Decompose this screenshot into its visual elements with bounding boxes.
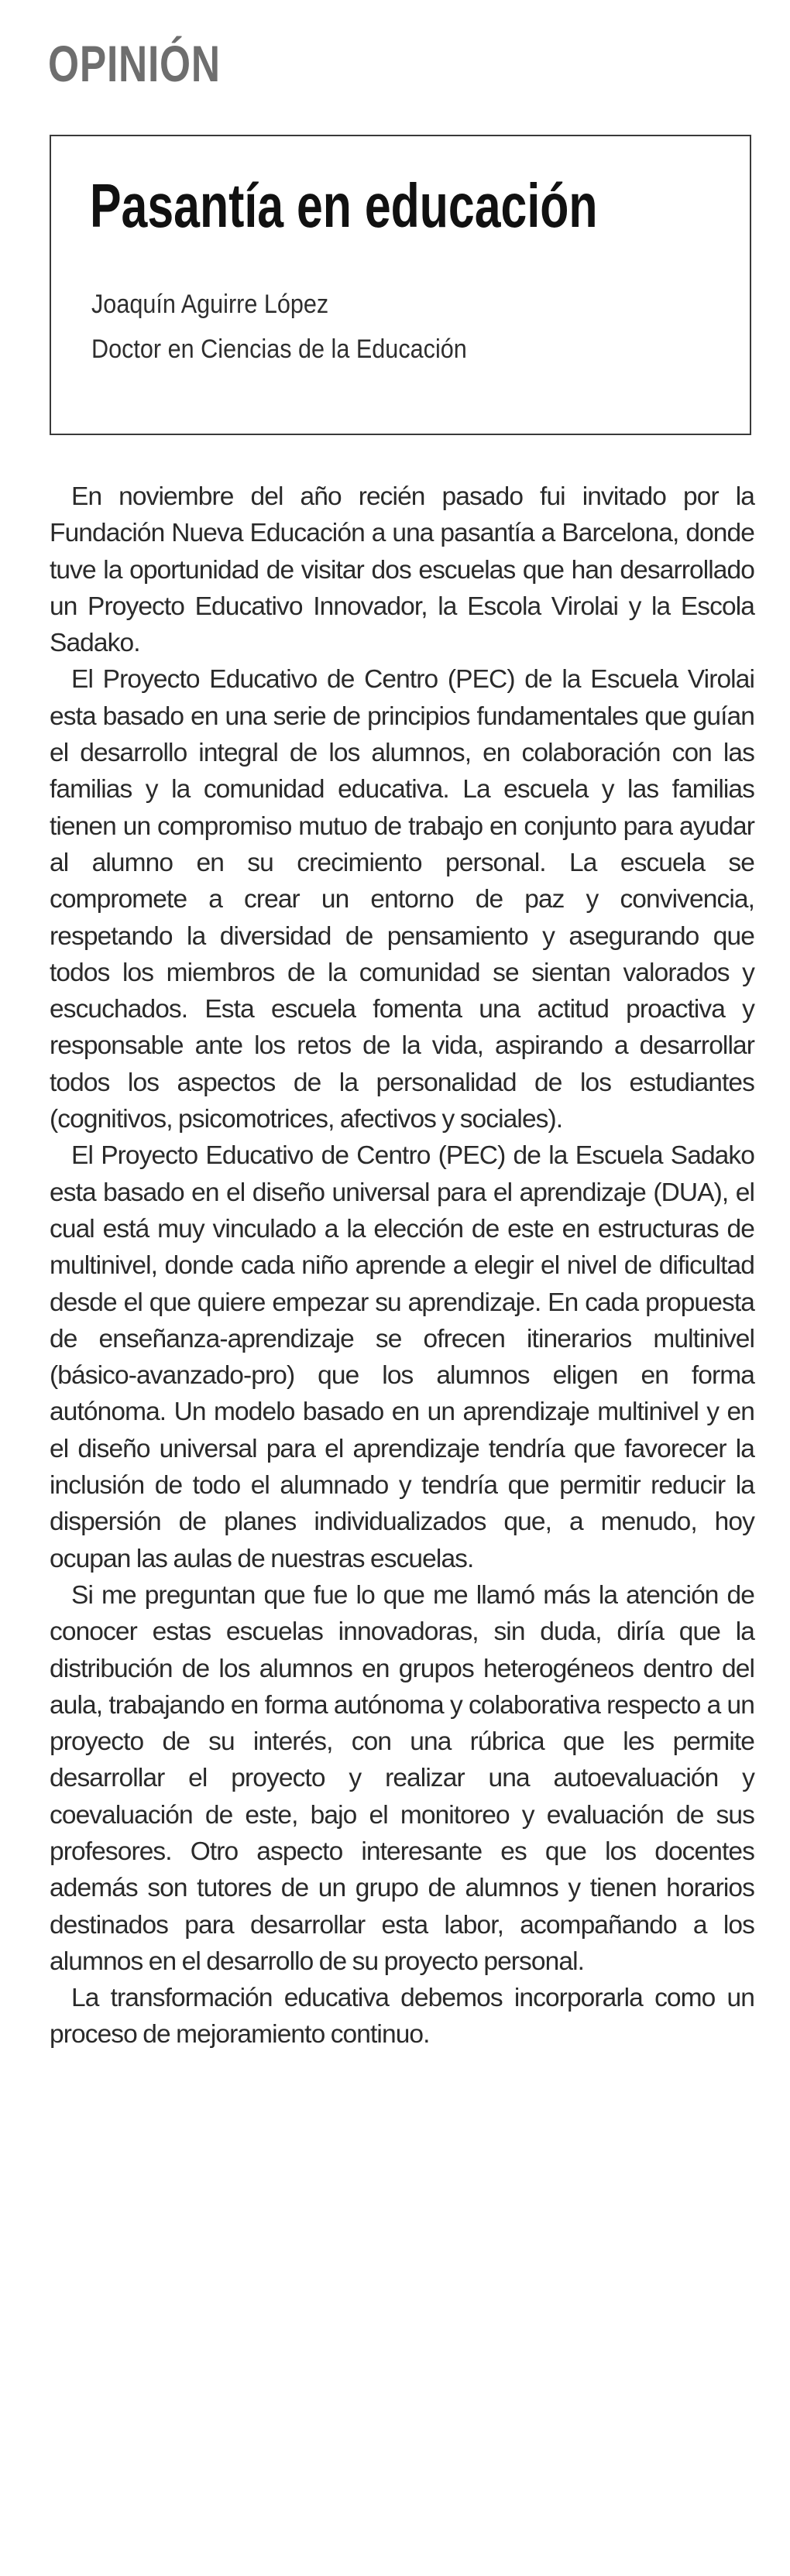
article-title: Pasantía en educación: [90, 171, 598, 240]
article-paragraph: La transformación educativa debemos incorporarla como un proceso de mejoramiento continuo.: [50, 1984, 754, 2049]
author-name: Joaquín Aguirre López: [91, 290, 329, 319]
section-label: OPINIÓN: [48, 35, 221, 92]
article-paragraph: Si me preguntan que fue lo que me llamó más la atención de conocer estas escuelas innovadoras, sin duda, diría que la distribución de los alumnos en grupos heterogéneos dentro del aula, trabajando en forma autónoma y colaborativa respecto a un proyecto de su interés, con una rúbrica que les permite desarrollar el proyecto y realizar una autoevaluación y coevaluación de este, bajo el monitoreo y evaluación de sus profesores. Otro aspecto interesante es que los docentes además son tutores de un grupo de alumnos y tienen horarios destinados para desarrollar esta labor, acompañando a los alumnos en el desarrollo de su proyecto personal.: [50, 1580, 754, 1976]
article-paragraph: El Proyecto Educativo de Centro (PEC) de la Escuela Virolai esta basado en una serie de principios fundamentales que guían el desarrollo integral de los alumnos, en colaboración con las familias y la comunidad educativa. La escuela y las familias tienen un compromiso mutuo de trabajo en conjunto para ayudar al alumno en su crecimiento personal. La escuela se compromete a crear un entorno de paz y convivencia, respetando la diversidad de pensamiento y asegurando que todos los miembros de la comunidad se sientan valorados y escuchados. Esta escuela fomenta una actitud proactiva y responsable ante los retos de la vida, aspirando a desarrollar todos los aspectos de la personalidad de los estudiantes (cognitivos, psicomotrices, afectivos y sociales).: [50, 665, 754, 1134]
article-body: [50, 478, 754, 2053]
article-paragraph: En noviembre del año recién pasado fui invitado por la Fundación Nueva Educación a una pasantía a Barcelona, donde tuve la oportunidad de visitar dos escuelas que han desarrollado un Proyecto Educativo Innovador, la Escola Virolai y la Escola Sadako.: [50, 482, 754, 658]
article-paragraph: El Proyecto Educativo de Centro (PEC) de la Escuela Sadako esta basado en el diseño universal para el aprendizaje (DUA), el cual está muy vinculado a la elección de este en estructuras de multinivel, donde cada niño aprende a elegir el nivel de dificultad desde el que quiere empezar su aprendizaje. En cada propuesta de enseñanza-aprendizaje se ofrecen itinerarios multinivel (básico-avanzado-pro) que los alumnos eligen en forma autónoma. Un modelo basado en un aprendizaje multinivel y en el diseño universal para el aprendizaje tendría que favorecer la inclusión de todo el alumnado y tendría que permitir reducir la dispersión de planes individualizados que, a menudo, hoy ocupan las aulas de nuestras escuelas.: [50, 1141, 754, 1573]
author-title: Doctor en Ciencias de la Educación: [91, 334, 467, 364]
article-header-box: [50, 135, 751, 435]
